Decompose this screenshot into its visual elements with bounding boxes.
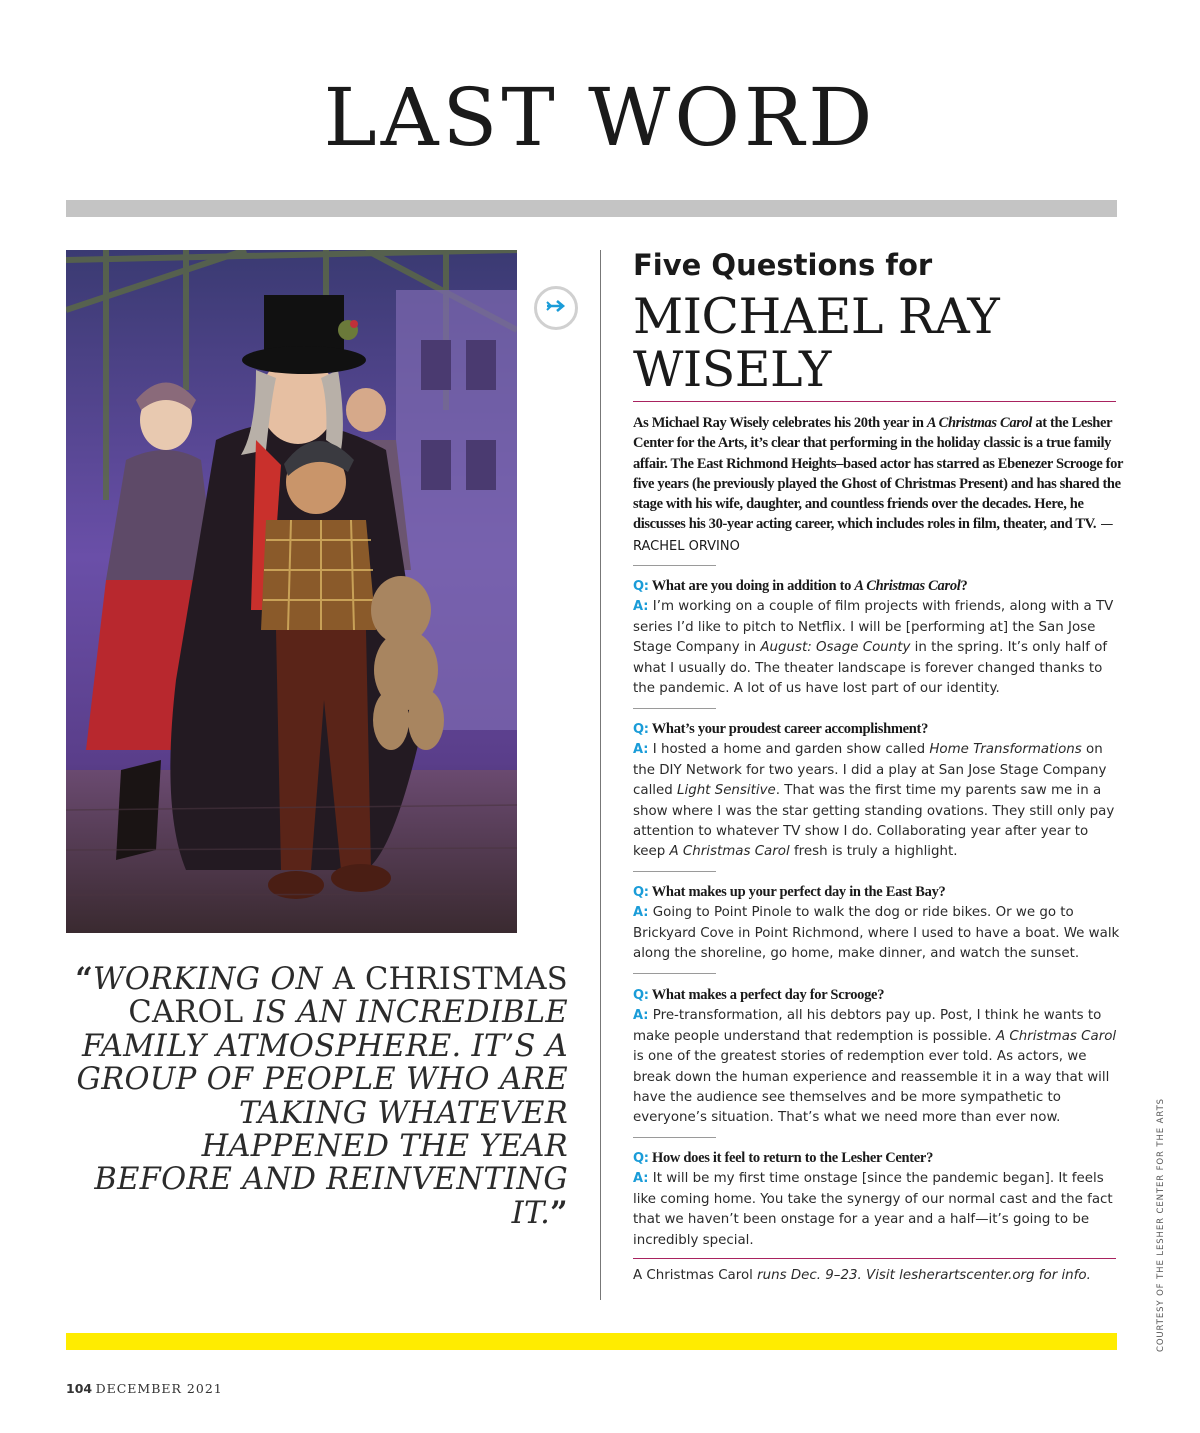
- rule-short: [633, 708, 716, 709]
- share-arrow-icon: [545, 299, 567, 318]
- question: Q: What makes up your perfect day in the East Bay?: [633, 884, 946, 900]
- issue-date: DECEMBER 2021: [95, 1381, 223, 1396]
- rule-short: [633, 871, 716, 872]
- page-number: 104: [66, 1381, 93, 1396]
- bottom-rule: [66, 1333, 1117, 1350]
- intro-text: As Michael Ray Wisely celebrates his 20th year in A Christmas Carol at the Lesher Center for the Arts, it’s clear that performing in the holiday classic is a true family affair. The East Richmond Heights–based actor has starred as Ebenezer Scrooge for five years (he previously played the Ghost of Christmas Present) and has shared the stage with his wife, daughter, and countless friends over the decades. Here, he discusses his 30-year acting career, which includes roles in film, theater, and TV. —RACHEL ORVINO: [633, 415, 1123, 554]
- headline-line: WISELY: [633, 341, 831, 398]
- headline: [633, 290, 999, 396]
- top-rule: [66, 200, 1117, 217]
- kicker: Five Questions for: [633, 248, 933, 282]
- qa-item: [633, 882, 1123, 965]
- event-info: A Christmas Carol runs Dec. 9–23. Visit lesherartscenter.org for info.: [633, 1268, 1091, 1283]
- qa-item: [633, 1148, 1123, 1251]
- rule-short: [633, 1137, 716, 1138]
- answer: A: Going to Point Pinole to walk the dog or ride bikes. Or we go to Brickyard Cove in Point Richmond, where I used to have a boat. We walk along the shoreline, go home, make dinner, and watch the sunset.: [633, 905, 1120, 962]
- rule-short: [633, 565, 716, 566]
- answer: A: I hosted a home and garden show called Home Transformations on the DIY Network for two years. I did a play at San Jose Stage Company called Light Sensitive. That was the first time my parents saw me in a show where I was the star getting standing ovations. They still only pay attention to whatever TV show I do. Collaborating year after year to keep A Christmas Carol fresh is truly a highlight.: [633, 742, 1115, 860]
- question: Q: What makes a perfect day for Scrooge?: [633, 987, 885, 1003]
- rule-pink: [633, 1258, 1116, 1259]
- qa-item: [633, 576, 1123, 699]
- headline-line: MICHAEL RAY: [633, 288, 1000, 345]
- byline: —RACHEL ORVINO: [633, 517, 1114, 554]
- qa-item: [633, 719, 1123, 863]
- question: Q: What are you doing in addition to A Christmas Carol?: [633, 578, 968, 594]
- feature-photo: [66, 250, 517, 933]
- column-divider: [600, 250, 601, 1300]
- answer: A: I’m working on a couple of film projects with friends, along with a TV series I’d like to pitch to Netflix. I will be [performing at] the San Jose Stage Company in August: Osage County in the spring. It’s only half of what I usually do. The theater landscape is forever changed thanks to the pandemic. A lot of us have lost part of our identity.: [633, 599, 1114, 697]
- answer: A: It will be my first time onstage [since the pandemic began]. It feels like coming home. You take the synergy of our normal cast and the fact that we haven’t been onstage for a year and a half—it’s going to be incredibly special.: [633, 1171, 1113, 1248]
- question: Q: How does it feel to return to the Lesher Center?: [633, 1150, 934, 1166]
- answer: A: Pre-transformation, all his debtors pay up. Post, I think he wants to make people understand that redemption is possible. A Christmas Carol is one of the greatest stories of redemption ever told. As actors, we break down the human experience and reassemble it in a way that will have the audience see themselves and be more sympathetic to everyone’s situation. That’s what we need more than ever now.: [633, 1008, 1117, 1126]
- rule-short: [633, 973, 716, 974]
- masthead: LAST WORD: [323, 71, 877, 164]
- pull-quote: “WORKING ON A CHRISTMAS CAROL IS AN INCREDIBLE FAMILY ATMOSPHERE. IT’S A GROUP OF PEOPLE WHO ARE TAKING WHATEVER HAPPENED THE YEAR BEFORE AND REINVENTING IT.”: [75, 961, 568, 1231]
- qa-item: [633, 985, 1123, 1129]
- question: Q: What’s your proudest career accomplishment?: [633, 721, 929, 737]
- photo-credit: COURTESY OF THE LESHER CENTER FOR THE ARTS: [1156, 1098, 1166, 1352]
- rule-pink: [633, 401, 1116, 402]
- folio: [66, 1381, 223, 1396]
- share-button[interactable]: [534, 286, 578, 330]
